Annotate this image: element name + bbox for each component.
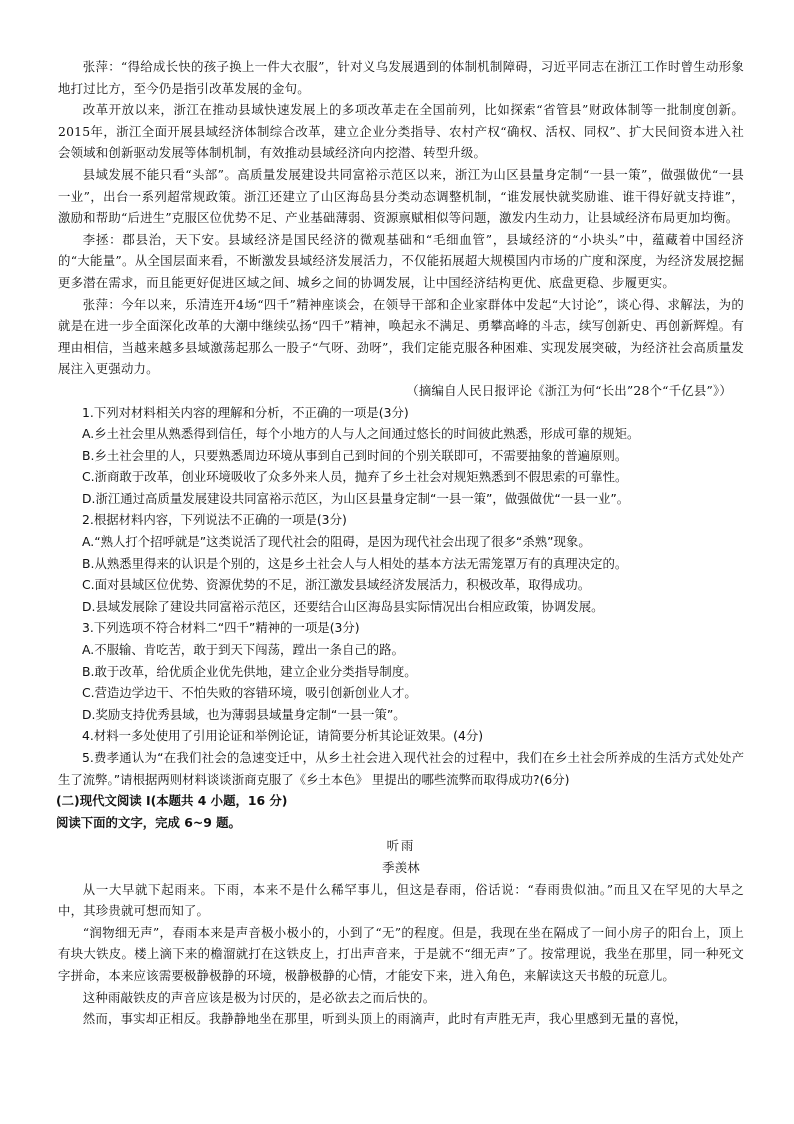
question-3-option-c: C.营造边学边干、不怕失败的容错环境，吸引创新创业人才。 [82, 685, 417, 701]
question-2-option-d: D.县域发展除了建设共同富裕示范区，还要结合山区海岛县实际情况出台相应政策，协调发展。 [82, 598, 604, 614]
material-source: （摘编自人民日报评论《浙江为何“长出”28个“千亿县”》） [406, 382, 732, 398]
question-3-option-a: A.不服输、肯吃苦，敢于到天下闯荡，蹚出一条自己的路。 [82, 642, 404, 658]
essay-paragraph: 从一大早就下起雨来。下雨，本来不是什么稀罕事儿，但这是春雨，俗话说：“春雨贵似油。”而且又在罕见的大旱之中，其珍贵就可想而知了。 [58, 881, 744, 919]
question-1-option-c: C.浙商敢于改革，创业环境吸收了众多外来人员，抛弃了乡土社会对规矩熟悉到不假思索的可靠性。 [82, 469, 628, 485]
material-paragraph: 改革开放以来，浙江在推动县域快速发展上的多项改革走在全国前列，比如探索“省管县”财政体制等一批制度创新。2015年，浙江全面开展县域经济体制综合改革，建立企业分类指导、农村产权“确权、活权、同权”、扩大民间资本进入社会领域和创新驱动发展等体制机制，有效推动县域经济向内挖潜、转型升级。 [58, 102, 744, 161]
material-paragraph: 张萍：“得给成长快的孩子换上一件大衣服”，针对义乌发展遇到的体制机制障碍，习近平同志在浙江工作时曾生动形象地打过比方，至今仍是指引改革发展的金句。 [58, 59, 744, 96]
essay-title: 听雨 [386, 838, 416, 854]
material-paragraph: 县域发展不能只看“头部”。高质量发展建设共同富裕示范区以来，浙江为山区县量身定制“一县一策”，做强做优“一县一业”，出台一系列超常规政策。浙江还建立了山区海岛县分类动态调整机制，“谁发展快就奖励谁、谁干得好就支持谁”，激励和帮助“后进生”克服区位优势不足、产业基础薄弱、资源禀赋相似等问题，激发内生动力，让县域经济布局更加均衡。 [58, 166, 744, 226]
question-3-option-b: B.敢于改革，给优质企业优先供地，建立企业分类指导制度。 [82, 663, 417, 679]
question-4: 4.材料一多处使用了引用论证和举例论证，请简要分析其论证效果。(4分) [82, 728, 484, 744]
question-1-stem: 1.下列对材料相关内容的理解和分析，不正确的一项是(3分) [82, 404, 409, 420]
material-paragraph: 张萍：今年以来，乐清连开4场“四千”精神座谈会，在领导干部和企业家群体中发起“大讨论”，谈心得、求解法，为的就是在进一步全面深化改革的大潮中继续弘扬“四千”精神，唤起永不满足、勇攀高峰的斗志，续写创新史、再创新辉煌。有理由相信，当越来越多县域激荡起那么一股子“气呀、劲呀”，我们定能克服各种困难、实现发展突破，为经济社会高质量发展注入更强动力。 [58, 296, 744, 377]
section-heading: (二)现代文阅读 I(本题共 4 小题，16 分) [56, 793, 288, 809]
question-2-stem: 2.根据材料内容，下列说法不正确的一项是(3分) [82, 512, 347, 528]
essay-paragraph: 这种雨敲铁皮的声音应该是极为讨厌的，是必欲去之而后快的。 [82, 989, 436, 1005]
material-two [58, 56, 744, 402]
material-paragraph: 李拯：郡县治，天下安。县域经济是国民经济的微观基础和“毛细血管”，县域经济的“小块头”中，蕴藏着中国经济的“大能量”。从全国层面来看，不断激发县域经济发展活力，不仅能拓展超大规模国内市场的广度和深度，为经济发展挖掘更多潜在需求，而且能更好促进区域之间、城乡之间的协调发展，让中国经济结构更优、底盘更稳、步履更实。 [58, 231, 744, 290]
question-3-option-d: D.奖励支持优秀县域，也为薄弱县域量身定制“一县一策”。 [82, 706, 406, 722]
question-1-option-b: B.乡土社会里的人，只要熟悉周边环境从事到自己到时间的个别关联即可，不需要抽象的普遍原则。 [82, 447, 628, 463]
question-2-option-a: A.“熟人打个招呼就是”这类说活了现代社会的阻碍，是因为现代社会出现了很多“杀熟”现象。 [82, 534, 591, 550]
question-1-option-d: D.浙江通过高质量发展建设共同富裕示范区，为山区县量身定制“一县一策”，做强做优“一县一业”。 [82, 490, 630, 506]
section-instruction: 阅读下面的文字，完成 6~9 题。 [56, 814, 241, 830]
question-2-option-b: B.从熟悉里得来的认识是个别的，这是乡土社会人与人相处的基本方法无需笼罩万有的真理决定的。 [82, 555, 628, 571]
question-2-option-c: C.面对县域区位优势、资源优势的不足，浙江激发县域经济发展活力，积极改革，取得成功。 [82, 577, 591, 593]
essay-paragraph: “润物细无声”，春雨本来是声音极小极小的，小到了“无”的程度。但是，我现在坐在隔成了一间小房子的阳台上，顶上有块大铁皮。楼上滴下来的檐溜就打在这铁皮上，打出声音来，于是就不“细无声”了。按常理说，我坐在那里，同一种死文字拼命，本来应该需要极静极静的环境，极静极静的心情，才能安下来，进入角色，来解读这天书般的玩意儿。 [58, 924, 744, 983]
questions-block [58, 402, 744, 834]
question-1-option-a: A.乡土社会里从熟悉得到信任，每个小地方的人与人之间通过悠长的时间彼此熟悉，形成可靠的规矩。 [82, 426, 640, 442]
essay [58, 835, 744, 1029]
essay-author: 季羡林 [382, 859, 420, 875]
essay-paragraph: 然而，事实却正相反。我静静地坐在那里，听到头顶上的雨滴声，此时有声胜无声，我心里感到无量的喜悦， [82, 1011, 688, 1027]
question-5: 5.费孝通认为“在我们社会的急速变迁中，从乡土社会进入现代社会的过程中，我们在乡土社会所养成的生活方式处处产生了流弊。”请根据两则材料谈谈浙商克服了《乡土本色》 里提出的哪些流弊而取得成功?(6分) [58, 750, 744, 787]
question-3-stem: 3.下列选项不符合材料二“四千”精神的一项是(3分) [82, 620, 360, 636]
